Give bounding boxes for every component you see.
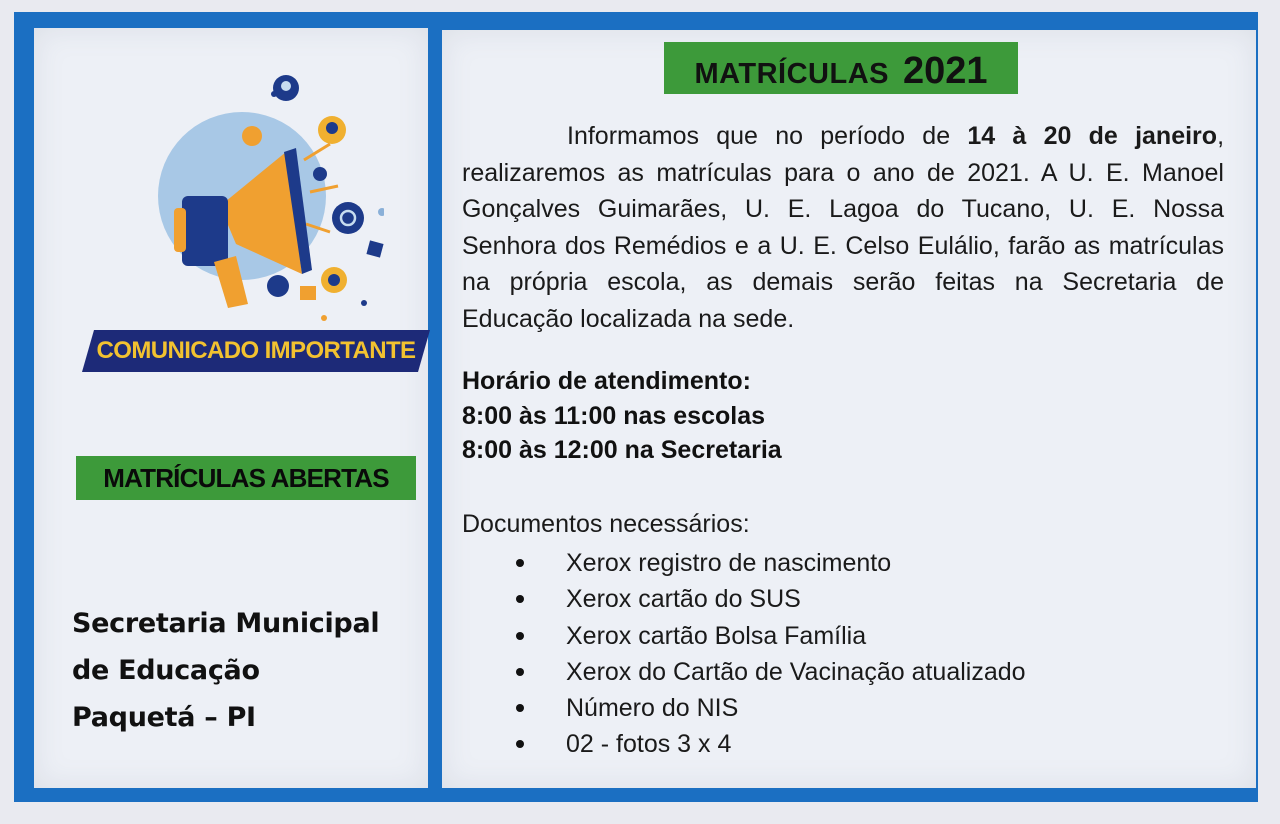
envelope-icon	[366, 240, 383, 257]
orange-dot	[242, 126, 262, 146]
documents-list	[462, 546, 1222, 764]
blue-dot	[313, 167, 327, 181]
document-item-text: 02 - fotos 3 x 4	[566, 730, 732, 759]
intro-dates: 14 à 20 de janeiro	[967, 122, 1218, 150]
page-title	[664, 42, 1018, 94]
enrollment-open-label: MATRÍCULAS ABERTAS	[76, 456, 416, 500]
bullet-icon	[516, 595, 524, 603]
location-pin-icon	[267, 275, 289, 297]
intro-paragraph	[462, 118, 1224, 337]
bullet-icon	[516, 632, 524, 640]
organization-line: Paquetá – PI	[72, 702, 256, 733]
bullet-icon	[516, 704, 524, 712]
bullet-icon	[516, 668, 524, 676]
list-item	[462, 727, 1222, 763]
left-panel	[34, 28, 428, 788]
title-year: 2021	[903, 50, 988, 92]
organization-name	[72, 600, 412, 741]
list-item	[462, 546, 1222, 582]
list-item	[462, 582, 1222, 618]
document-item-text: Xerox registro de nascimento	[566, 549, 892, 577]
at-sign-icon	[332, 202, 364, 234]
document-item-text: Número do NIS	[566, 694, 739, 723]
megaphone-illustration	[124, 48, 384, 338]
hours-line: 8:00 às 12:00 na Secretaria	[462, 436, 782, 464]
document-item-text: Xerox do Cartão de Vacinação atualizado	[566, 657, 1026, 686]
document-item-text: Xerox cartão do SUS	[566, 585, 801, 614]
list-item	[462, 691, 1222, 727]
small-square	[300, 286, 316, 300]
intro-text-start: Informamos que no período de	[567, 122, 968, 150]
bullet-icon	[516, 559, 524, 567]
notice-banner	[82, 330, 430, 372]
list-item	[462, 655, 1222, 691]
right-panel	[442, 30, 1256, 788]
opening-hours	[462, 364, 1162, 468]
hours-line: 8:00 às 11:00 nas escolas	[462, 401, 766, 430]
organization-line: de Educação	[72, 655, 260, 686]
title-word: MATRÍCULAS	[694, 58, 889, 90]
hours-heading: Horário de atendimento:	[462, 367, 751, 395]
list-item	[462, 619, 1222, 655]
flyer-frame	[14, 12, 1258, 802]
organization-line: Secretaria Municipal	[72, 608, 380, 639]
intro-text-end: , realizaremos as matrículas para o ano de 2021. A U. E. Manoel Gonçalves Guimarães, U. E. Lagoa do Tucano, U. E. Nossa Senhora dos Remédios e a U. E. Celso Eulálio, farão as matrículas na própria escola, as demais serão feitas na Secretaria de Educação localizada na sede.	[462, 122, 1225, 333]
notice-banner-text: COMUNICADO IMPORTANTE	[96, 337, 416, 364]
bullet-icon	[516, 740, 524, 748]
documents-heading: Documentos necessários:	[462, 510, 750, 538]
document-item-text: Xerox cartão Bolsa Família	[566, 621, 867, 650]
